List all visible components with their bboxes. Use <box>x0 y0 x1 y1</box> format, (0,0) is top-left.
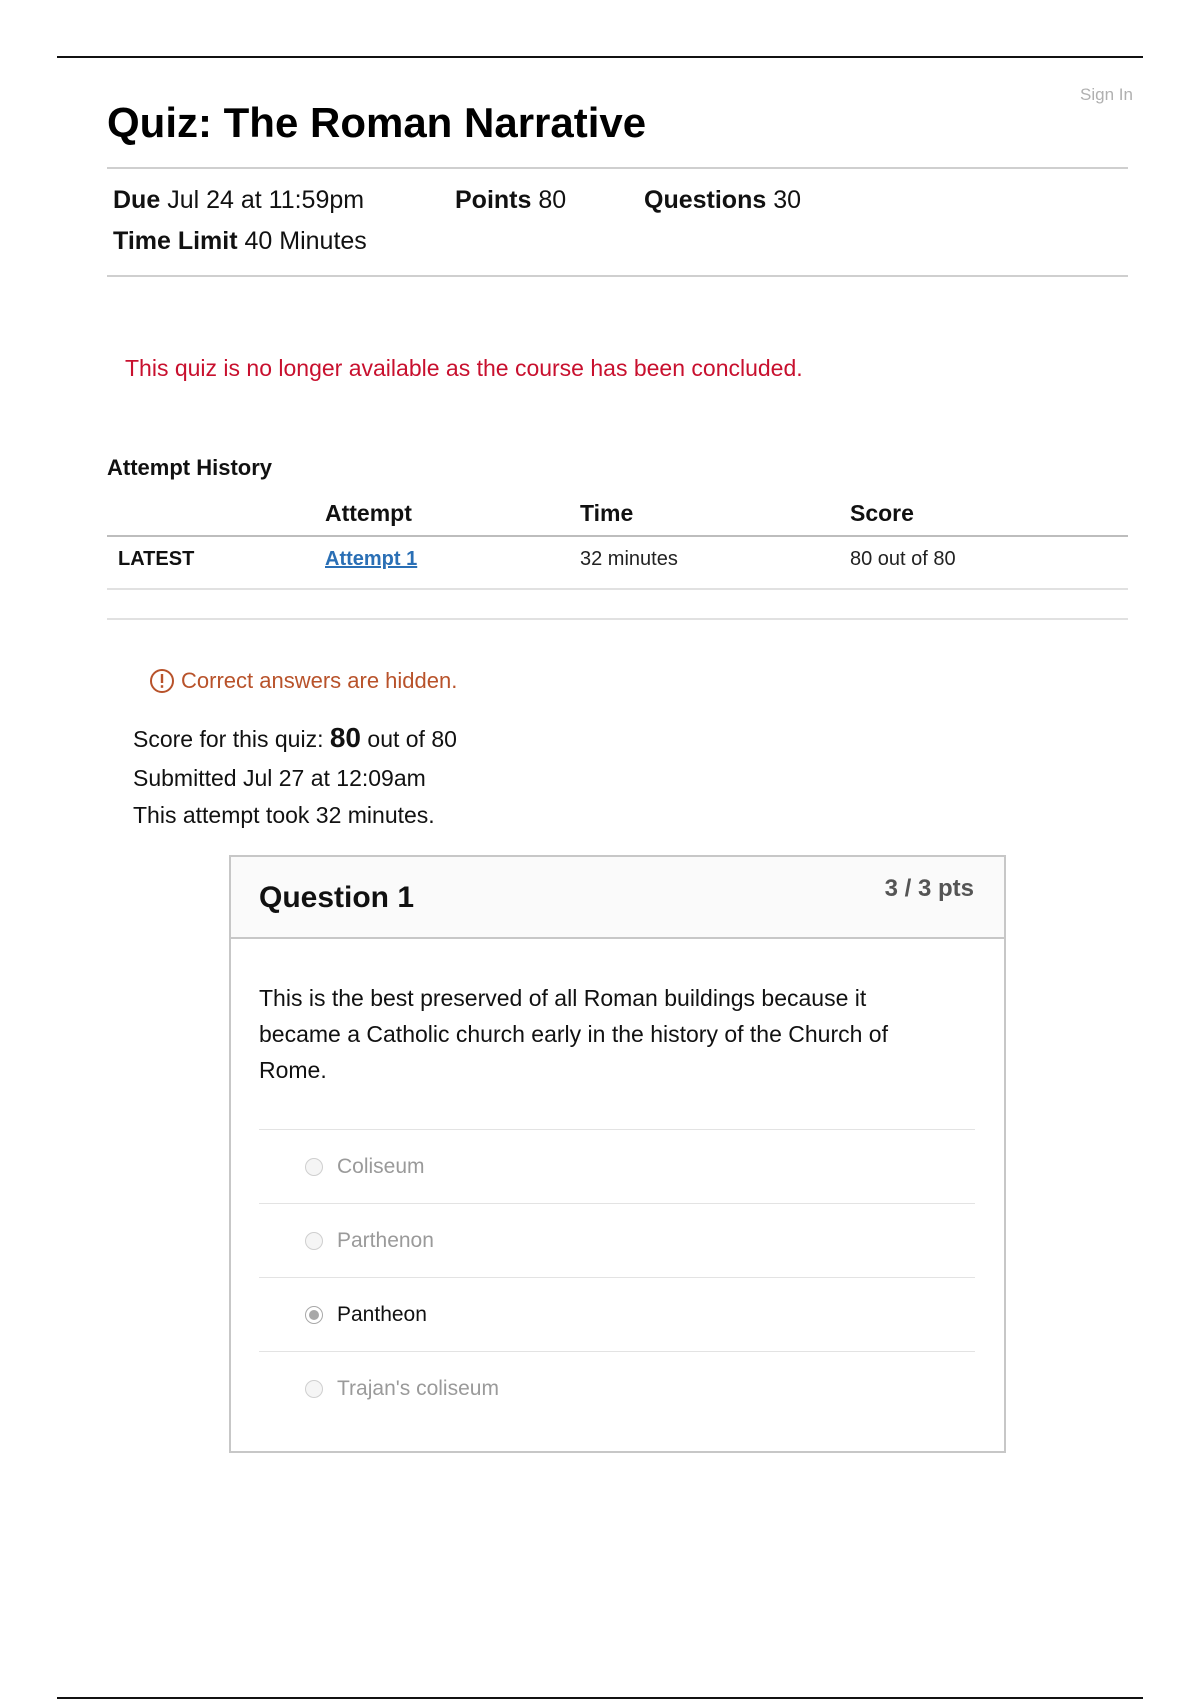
answer-label: Coliseum <box>337 1155 425 1178</box>
column-header-attempt: Attempt <box>325 500 412 526</box>
radio-button[interactable] <box>305 1380 323 1398</box>
question-header <box>231 857 1004 939</box>
duration-line: This attempt took 32 minutes. <box>133 802 435 828</box>
quiz-score-line <box>133 722 457 754</box>
time-limit-value: 40 Minutes <box>244 227 367 255</box>
attempt-history-title: Attempt History <box>107 455 273 480</box>
radio-button-selected[interactable] <box>305 1306 323 1324</box>
points-info <box>455 185 566 215</box>
due-info <box>113 185 364 215</box>
due-label: Due <box>113 186 161 214</box>
attempt-time: 32 minutes <box>580 548 678 570</box>
questions-label: Questions <box>644 186 767 214</box>
question-title: Question 1 <box>259 881 415 914</box>
score-prefix: Score for this quiz: <box>133 726 324 752</box>
column-header-time: Time <box>580 500 634 526</box>
questions-info <box>644 185 801 215</box>
column-header-score: Score <box>850 500 914 526</box>
warning-icon <box>149 668 175 694</box>
table-header-divider <box>107 535 1128 537</box>
time-limit-info <box>113 226 367 256</box>
submitted-line: Submitted Jul 27 at 12:09am <box>133 765 426 791</box>
points-label: Points <box>455 186 532 214</box>
attempt-score: 80 out of 80 <box>850 548 956 570</box>
answer-option[interactable] <box>259 1129 975 1204</box>
answer-option-selected[interactable] <box>259 1277 975 1352</box>
details-divider <box>107 275 1128 277</box>
table-row-divider <box>107 588 1128 590</box>
question-points: 3 / 3 pts <box>884 875 974 902</box>
page-title: Quiz: The Roman Narrative <box>107 99 647 146</box>
attempt-1-link[interactable]: Attempt 1 <box>325 548 418 570</box>
sign-in-link[interactable]: Sign In <box>1080 85 1133 104</box>
due-value: Jul 24 at 11:59pm <box>167 186 365 214</box>
answer-label: Trajan's coliseum <box>337 1377 499 1400</box>
points-value: 80 <box>538 186 567 214</box>
unavailable-notice: This quiz is no longer available as the course has been concluded. <box>125 355 803 381</box>
answer-label: Pantheon <box>337 1303 427 1326</box>
question-text: This is the best preserved of all Roman buildings because it became a Catholic church early in the history of the Church of Rome. <box>259 985 888 1083</box>
latest-tag: LATEST <box>118 548 195 570</box>
answer-label: Parthenon <box>337 1229 434 1252</box>
section-divider <box>107 618 1128 620</box>
radio-button[interactable] <box>305 1158 323 1176</box>
answers-hidden-notice <box>149 668 457 694</box>
answer-option[interactable] <box>259 1203 975 1278</box>
top-rule <box>57 56 1143 58</box>
bottom-rule <box>57 1697 1143 1699</box>
radio-button[interactable] <box>305 1232 323 1250</box>
title-divider <box>107 167 1128 169</box>
answer-option[interactable] <box>259 1351 975 1426</box>
question-card <box>229 855 1006 1453</box>
score-value: 80 <box>329 722 362 753</box>
time-limit-label: Time Limit <box>113 227 238 255</box>
answers-hidden-text: Correct answers are hidden. <box>181 668 458 693</box>
score-suffix: out of 80 <box>367 726 457 752</box>
questions-value: 30 <box>773 186 802 214</box>
